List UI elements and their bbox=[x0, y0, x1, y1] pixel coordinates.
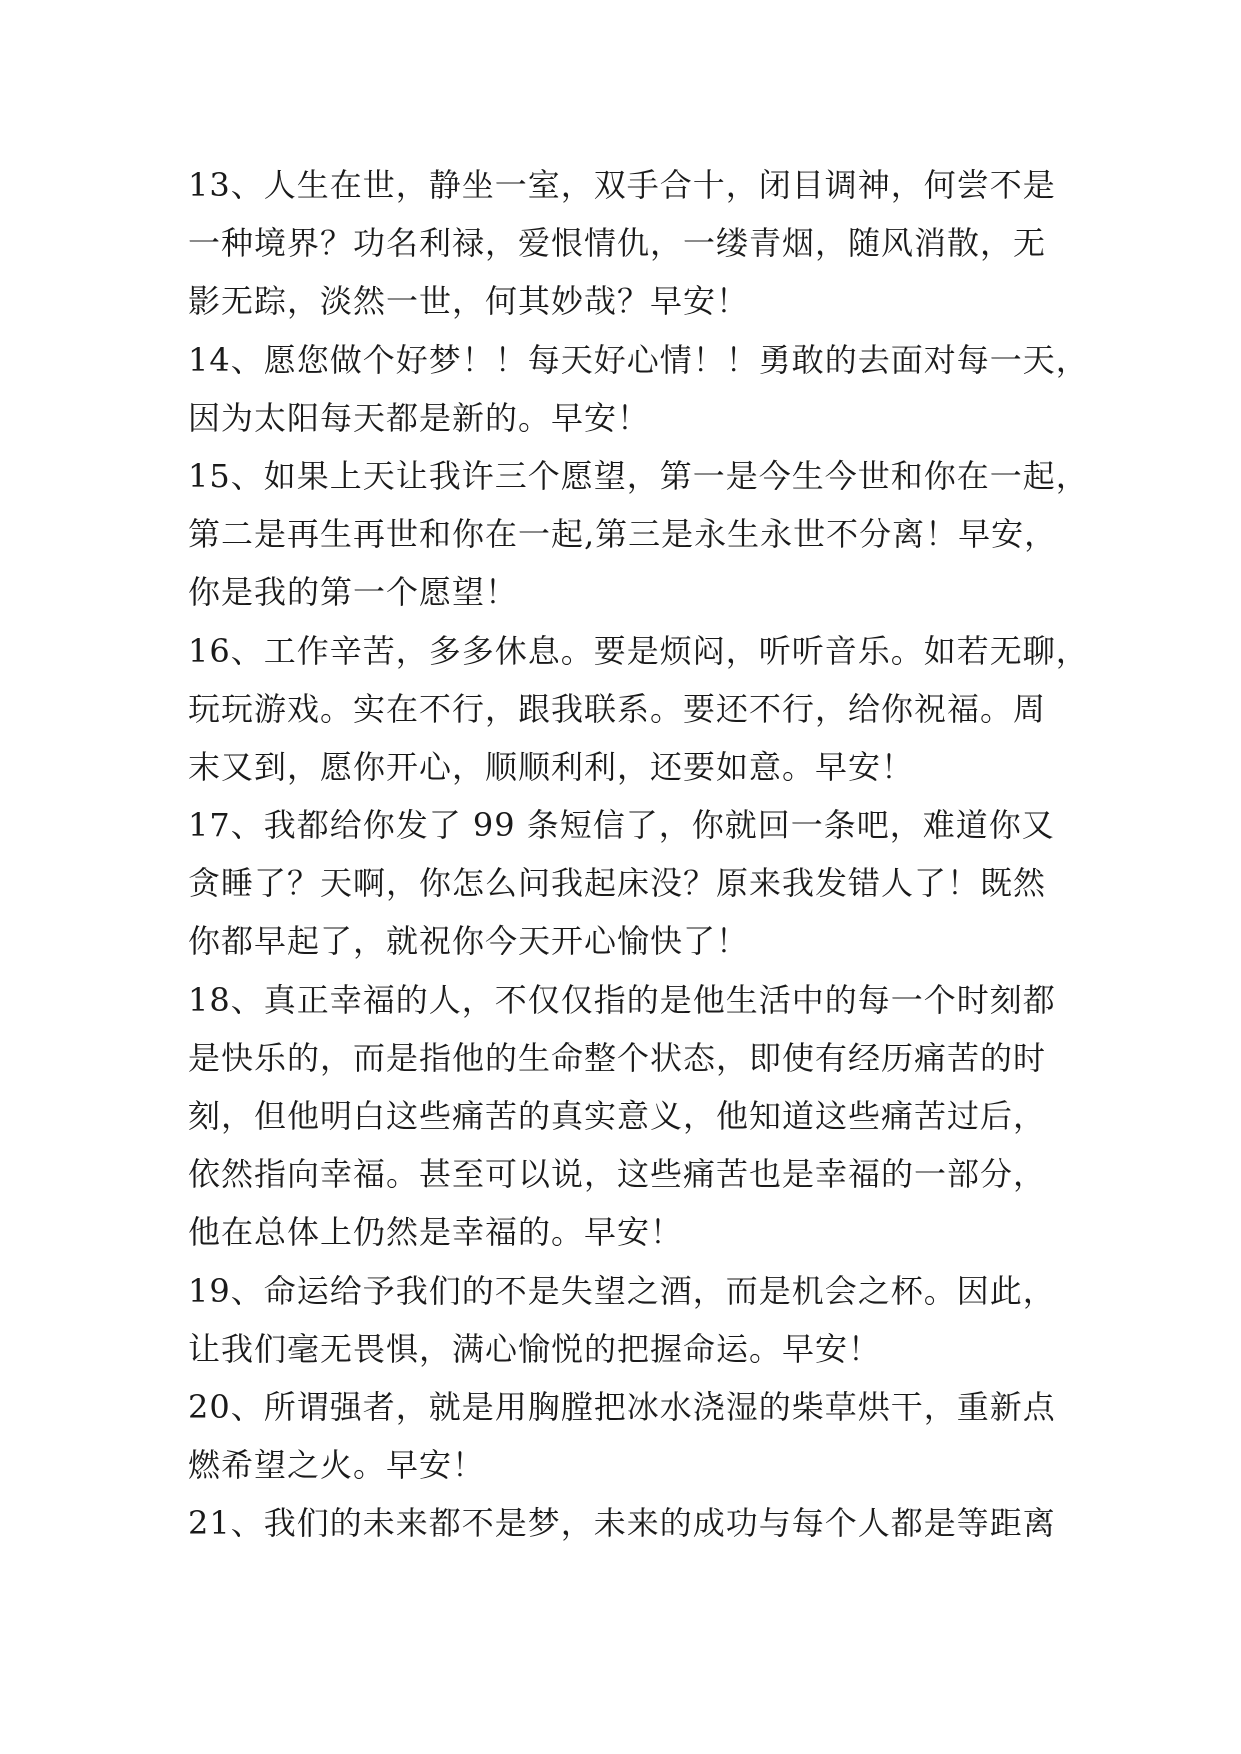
text-line: 影无踪，淡然一世，何其妙哉？早安！ bbox=[188, 282, 750, 321]
text-line: 14、愿您做个好梦！！每天好心情！！勇敢的去面对每一天， bbox=[188, 340, 1089, 379]
text-line: 是快乐的，而是指他的生命整个状态，即使有经历痛苦的时 bbox=[188, 1038, 1047, 1077]
text-line: 末又到，愿你开心，顺顺利利，还要如意。早安！ bbox=[188, 747, 915, 786]
text-line: 因为太阳每天都是新的。早安！ bbox=[188, 398, 651, 437]
text-line: 燃希望之火。早安！ bbox=[188, 1446, 486, 1485]
text-line: 他在总体上仍然是幸福的。早安！ bbox=[188, 1213, 684, 1252]
text-line: 你是我的第一个愿望！ bbox=[188, 573, 519, 612]
text-line: 依然指向幸福。甚至可以说，这些痛苦也是幸福的一部分， bbox=[188, 1155, 1047, 1194]
text-line: 让我们毫无畏惧，满心愉悦的把握命运。早安！ bbox=[188, 1329, 882, 1368]
text-line: 20、所谓强者，就是用胸膛把冰水浇湿的柴草烘干，重新点 bbox=[188, 1387, 1056, 1426]
text-line: 16、工作辛苦，多多休息。要是烦闷，听听音乐。如若无聊， bbox=[188, 631, 1089, 670]
text-line: 一种境界？功名利禄，爱恨情仇，一缕青烟，随风消散，无 bbox=[188, 224, 1047, 263]
text-line: 19、命运给予我们的不是失望之酒，而是机会之杯。因此， bbox=[188, 1271, 1056, 1310]
text-line: 贪睡了？天啊，你怎么问我起床没？原来我发错人了！既然 bbox=[188, 864, 1047, 903]
text-line: 13、人生在世，静坐一室，双手合十，闭目调神，何尝不是 bbox=[188, 166, 1056, 204]
text-line: 刻，但他明白这些痛苦的真实意义，他知道这些痛苦过后， bbox=[188, 1097, 1047, 1135]
document-body bbox=[188, 156, 1089, 1553]
text-line: 17、我都给你发了 99 条短信了，你就回一条吧，难道你又 bbox=[188, 806, 1055, 845]
text-line: 玩玩游戏。实在不行，跟我联系。要还不行，给你祝福。周 bbox=[188, 689, 1047, 728]
text-line: 15、如果上天让我许三个愿望，第一是今生今世和你在一起， bbox=[188, 456, 1089, 495]
text-line: 21、我们的未来都不是梦，未来的成功与每个人都是等距离 bbox=[188, 1504, 1056, 1543]
text-line: 你都早起了，就祝你今天开心愉快了！ bbox=[188, 922, 750, 961]
text-line: 第二是再生再世和你在一起,第三是永生永世不分离！早安， bbox=[188, 515, 1058, 554]
text-line: 18、真正幸福的人，不仅仅指的是他生活中的每一个时刻都 bbox=[188, 980, 1056, 1019]
